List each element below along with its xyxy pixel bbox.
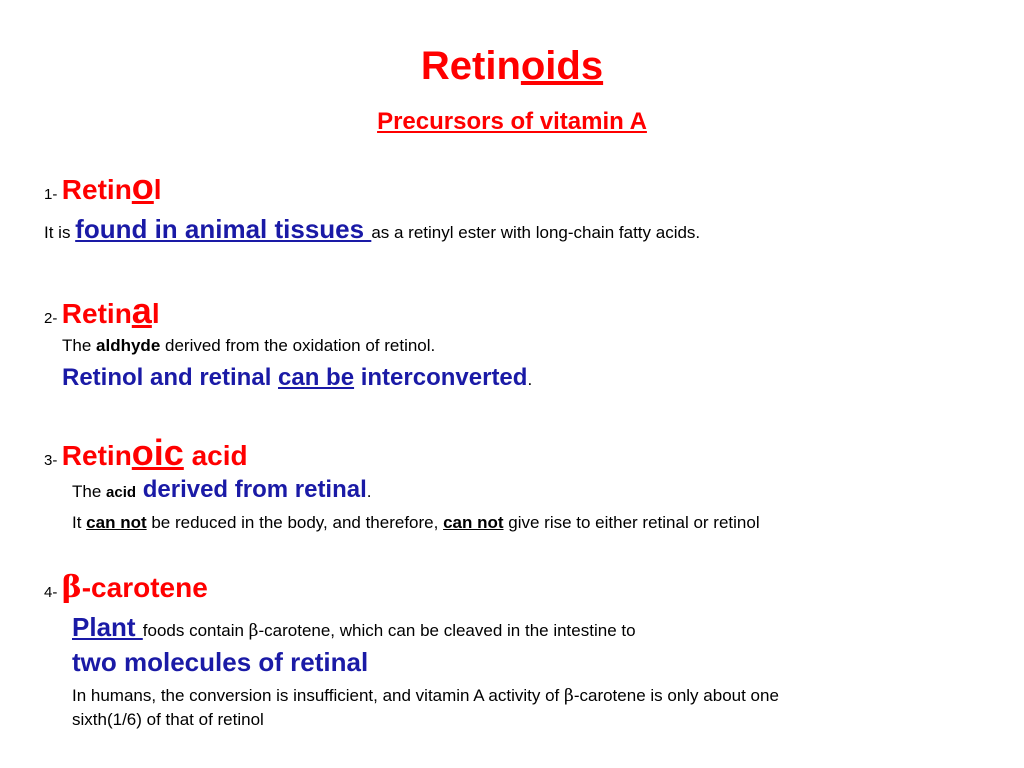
text-post: -carotene, which can be cleaved in the intestine to <box>258 621 636 640</box>
title-highlight: oic <box>131 432 184 473</box>
item-2-heading <box>44 290 160 332</box>
emphasis-underlined: can be <box>278 364 355 391</box>
emphasis-text: derived from retinal <box>136 476 367 503</box>
item-1-line-1 <box>44 214 700 245</box>
title-suffix: acid <box>183 440 248 471</box>
item-2-line-2 <box>62 364 532 392</box>
emphasis-text: Retinol and retinal <box>62 364 279 391</box>
text-mid: be reduced in the body, and therefore, <box>146 513 444 532</box>
item-dash: - <box>52 452 58 469</box>
text-pre: In humans, the conversion is insufficient, and vitamin A activity of <box>72 686 564 705</box>
text-pre: It <box>72 513 87 532</box>
title-prefix: Retin <box>61 440 132 471</box>
emphasis-text: found in animal tissues <box>75 214 372 244</box>
item-number: 2 <box>44 310 53 327</box>
item-dash: - <box>52 310 58 327</box>
item-title <box>61 432 248 473</box>
text-post: as a retinyl ester with long-chain fatty acids. <box>371 223 701 242</box>
item-3-heading <box>44 432 248 474</box>
item-number: 1 <box>44 186 53 203</box>
text-post: -carotene is only about one <box>573 686 779 705</box>
item-title <box>61 290 160 331</box>
item-2-line-1 <box>62 336 435 356</box>
item-dash: - <box>52 584 58 601</box>
beta-symbol: β <box>248 621 259 641</box>
item-4-heading <box>44 570 208 605</box>
text-post: give rise to either retinal or retinol <box>503 513 760 532</box>
item-title <box>61 166 162 207</box>
item-4-line-1 <box>72 612 636 643</box>
item-4-line-4: sixth(1/6) of that of retinol <box>72 710 264 729</box>
emphasis-underlined: Plant <box>72 612 143 642</box>
text-pre: It is <box>44 223 76 242</box>
item-dash: - <box>52 186 58 203</box>
period: . <box>527 370 533 389</box>
text-pre: The <box>72 482 107 501</box>
bold-text: acid <box>106 484 137 501</box>
item-3-line-2 <box>72 513 760 533</box>
bold-text: aldhyde <box>96 336 161 355</box>
title-prefix: Retin <box>61 174 132 205</box>
item-4-line-2: two molecules of retinal <box>72 647 369 677</box>
text-pre: The <box>62 336 97 355</box>
item-4-line-3 <box>72 686 779 706</box>
emphasis-text: interconverted <box>354 364 528 391</box>
title-highlight: a <box>131 290 152 331</box>
underlined-bold-text: can not <box>86 513 147 532</box>
slide-title <box>0 44 1024 89</box>
item-number: 4 <box>44 584 53 601</box>
item-number: 3 <box>44 452 53 469</box>
title-highlight: o <box>131 166 154 207</box>
beta-symbol: β <box>564 686 574 706</box>
underlined-bold-text: can not <box>443 513 504 532</box>
period: . <box>366 482 372 501</box>
title-suffix: oids <box>520 44 604 88</box>
item-title: -carotene <box>81 572 208 603</box>
text-pre: foods contain <box>142 621 249 640</box>
item-3-line-1 <box>72 476 372 504</box>
title-suffix: l <box>153 174 162 205</box>
title-prefix: Retin <box>420 44 521 88</box>
slide-subtitle: Precursors of vitamin A <box>377 108 647 135</box>
title-suffix: l <box>151 298 160 329</box>
text-post: derived from the oxidation of retinol. <box>160 336 436 355</box>
item-1-heading <box>44 166 162 208</box>
beta-symbol: β <box>61 570 82 605</box>
title-prefix: Retin <box>61 298 132 329</box>
